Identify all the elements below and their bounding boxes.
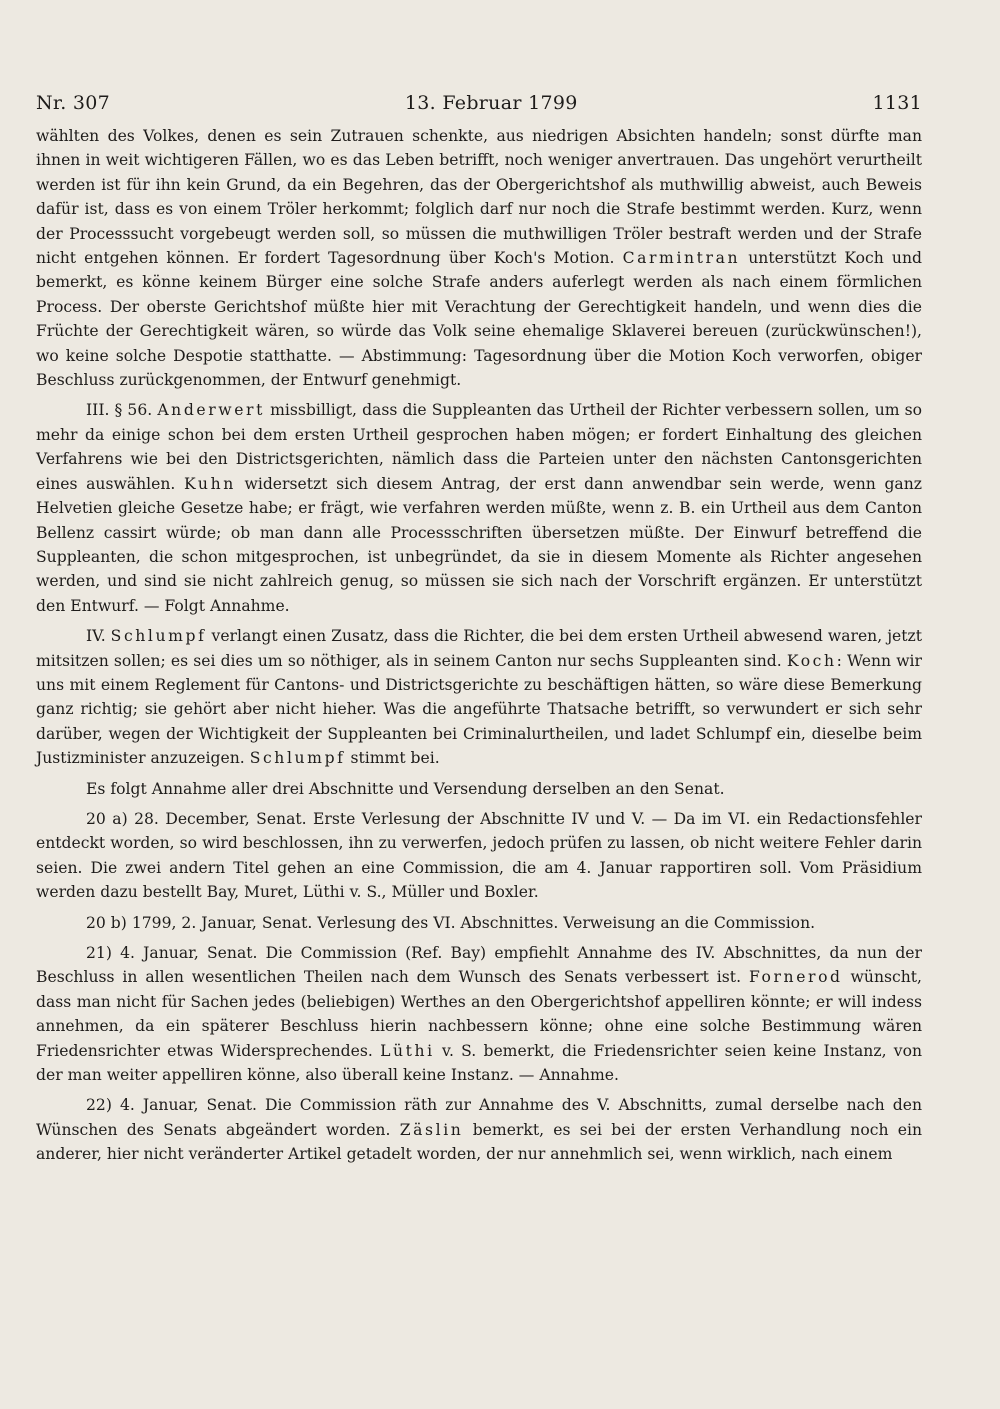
speaker-name: Carmintran — [622, 249, 741, 268]
speaker-name: Schlumpf — [110, 627, 207, 646]
paragraph-continuation: wählten des Volkes, denen es sein Zutrauen schenkte, aus niedrigen Absichten handeln; sonst dürfte man ihnen in weit wichtigeren Fällen, wo es das Leben betrifft, noch weniger anvertrauen. Das ungehört verurtheilt werden ist für ihn kein Grund, da ein Begehren, das der Obergerichtshof als muthwillig abweist, auch Beweis dafür ist, dass es von einem Tröler herkommt; folglich darf nur noch die Strafe bestimmt werden. Kurz, wenn der Processsucht vorgebeugt werden soll, so müssen die muthwilligen Tröler bestraft werden und der Strafe nicht entgehen können. Er fordert Tagesordnung über Koch's Motion. Carmintran unterstützt Koch und bemerkt, es könne keinem Bürger eine solche Strafe anders auferlegt werden als nach einem förmlichen Process. Der oberste Gerichtshof müßte hier mit Verachtung der Gerechtigkeit handeln, und wenn dies die Früchte der Gerechtigkeit wären, so würde das Volk seine ehemalige Sklaverei bereuen (zurückwünschen!), wo keine solche Despotie statthatte. — Abstimmung: Tagesordnung über die Motion Koch verworfen, obiger Beschluss zurückgenommen, der Entwurf genehmigt. — [36, 127, 922, 390]
speaker-name: Zäslin — [399, 1120, 464, 1139]
paragraph-20a: 20 a) 28. December, Senat. Erste Verlesung der Abschnitte IV und V. — Da im VI. ein Redactionsfehler entdeckt worden, so wird beschlossen, ihn zu verwerfen, jedoch prüfen zu lassen, ob nicht weitere Fehler darin seien. Die zwei andern Titel gehen an eine Commission, die am 4. Januar rapportiren soll. Vom Präsidium werden dazu bestellt Bay, Muret, Lüthi v. S., Müller und Boxler. — [36, 809, 922, 902]
page-number: 1131 — [872, 92, 922, 114]
speaker-name: Lüthi — [380, 1041, 435, 1060]
speaker-name: Anderwert — [157, 401, 265, 420]
paragraph-annahme: Es folgt Annahme aller drei Abschnitte und Versendung derselben an den Senat. — [86, 779, 725, 798]
paragraph-21: 21) 4. Januar, Senat. Die Commission (Ref. Bay) empfiehlt Annahme des IV. Abschnittes, da nun der Beschluss in allen wesentlichen Theilen nach dem Wunsch des Senats verbessert ist. Fornerod wünscht, dass man nicht für Sachen jedes (beliebigen) Werthes an den Obergerichtshof appelliren könnte; er will indess annehmen, da ein späterer Beschluss hierin nachbessern könne; ohne eine solche Bestimmung wären Friedensrichter etwas Widersprechendes. Lüthi v. S. bemerkt, die Friedensrichter seien keine Instanz, von der man weiter appelliren könne, also überall keine Instanz. — Annahme. — [36, 944, 922, 1085]
paragraph-20b: 20 b) 1799, 2. Januar, Senat. Verlesung des VI. Abschnittes. Verweisung an die Commission. — [86, 913, 816, 932]
paragraph-section-iv: IV. Schlumpf verlangt einen Zusatz, dass die Richter, die bei dem ersten Urtheil abwesend waren, jetzt mitsitzen sollen; es sei dies um so nöthiger, als in seinem Canton nur sechs Suppleanten sind. Koch: Wenn wir uns mit einem Reglement für Cantons- und Districtsgerichte zu beschäftigen hätten, so wäre diese Bemerkung ganz richtig; sie gehört aber nicht hieher. Was die angeführte Thatsache betrifft, so verwundert er sich sehr darüber, wegen der Wichtigkeit der Suppleanten bei Criminalurtheilen, und ladet Schlumpf ein, dieselbe beim Justizminister anzuzeigen. Schlumpf stimmt bei. — [36, 627, 923, 768]
speaker-name: Kuhn — [184, 474, 236, 493]
speaker-name: Schlumpf — [249, 749, 346, 768]
paragraph-22: 22) 4. Januar, Senat. Die Commission räth zur Annahme des V. Abschnitts, zumal derselbe nach den Wünschen des Senats abgeändert worden. Zäslin bemerkt, es sei bei der ersten Verhandlung noch ein anderer, hier nicht veränderter Artikel getadelt worden, der nur annehmlich sei, wenn wirklich, nach einem — [36, 1096, 922, 1164]
document-number: Nr. 307 — [36, 92, 111, 114]
running-header — [36, 92, 922, 114]
header-date: 13. Februar 1799 — [404, 92, 578, 114]
paragraph-section-56: III. § 56. Anderwert missbilligt, dass die Suppleanten das Urtheil der Richter verbessern sollen, um so mehr da einige schon bei dem ersten Urtheil gesprochen haben mögen; er fordert Einhaltung des gleichen Verfahrens wie bei den Districtsgerichten, nämlich dass die Parteien unter den nächsten Cantonsgerichten eines auswählen. Kuhn widersetzt sich diesem Antrag, der erst dann anwendbar sein werde, wenn ganz Helvetien gleiche Gesetze habe; er frägt, wie verfahren werden müßte, wenn z. B. ein Urtheil aus dem Canton Bellenz cassirt würde; ob man dann alle Processschriften übersetzen müßte. Der Einwurf betreffend die Suppleanten, die schon mitgesprochen, ist unbegründet, da sie in diesem Momente als Richter angesehen werden, und sind sie nicht zahlreich genug, so müssen sie sich nach der Vorschrift ergänzen. Er unterstützt den Entwurf. — Folgt Annahme. — [36, 401, 923, 615]
speaker-name: Koch — [786, 651, 837, 670]
body-text — [36, 124, 922, 1167]
speaker-name: Fornerod — [748, 968, 843, 987]
